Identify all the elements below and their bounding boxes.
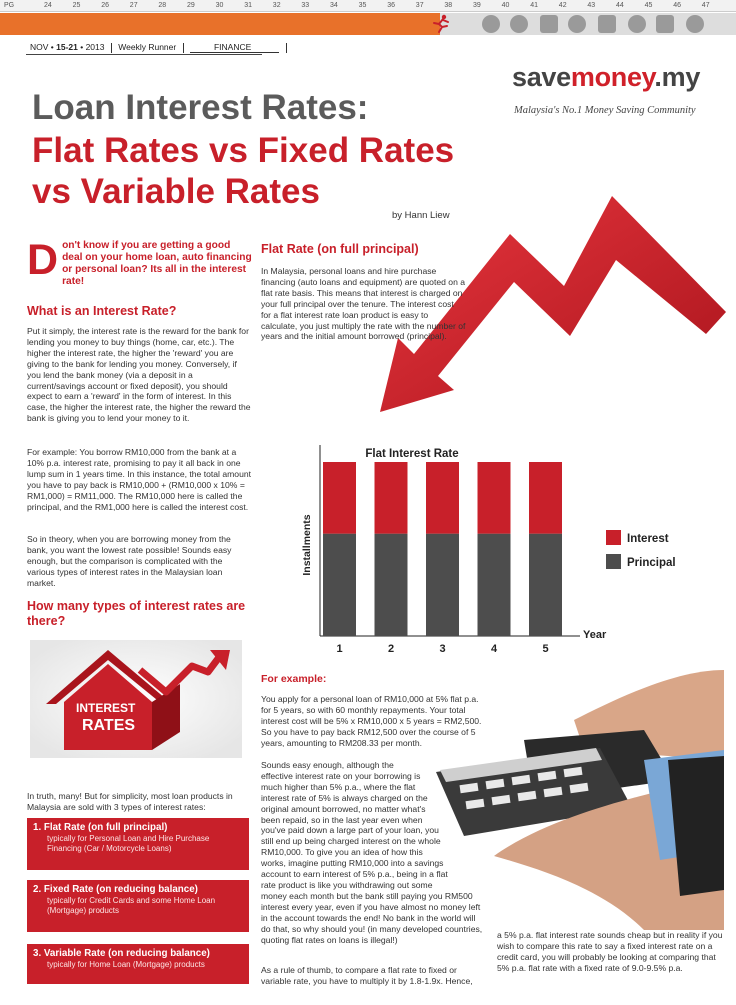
page-number: 45 [644,2,653,9]
legend-swatch-interest [606,530,621,545]
rate-type-title: 3. Variable Rate (on reducing balance) [33,948,210,959]
bar-principal-year-4 [478,534,511,636]
issue-year: 2013 [85,42,105,52]
types-heading: How many types of interest rates are there? [27,599,246,628]
bar-principal-year-5 [529,534,562,636]
page-number: 29 [187,2,195,9]
rate-type-title: 1. Flat Rate (on full principal) [33,822,168,833]
tag-icon [510,15,528,33]
rate-type-title: 2. Fixed Rate (on reducing balance) [33,884,198,895]
flat-heading: Flat Rate (on full principal) [261,242,419,256]
legend-swatch-principal [606,554,621,569]
example-heading: For example: [261,673,327,685]
rate-type-desc: typically for Personal Loan and Hire Purchase Financing (Car / Motorcycle Loans) [47,834,210,853]
page-number: 37 [415,2,424,9]
page-number: 39 [473,2,481,9]
chart-x-axis-label: Year [583,629,607,641]
bar-interest-year-2 [375,462,408,534]
chart-title: Flat Interest Rate [365,448,459,460]
headline-line-2: Flat Rates vs Fixed Rates [32,131,455,170]
headline-line-3: vs Variable Rates [32,172,320,211]
what-paragraph-2: For example: You borrow RM10,000 from the bank at a 10% p.a. interest rate, promising to pay it all back in one lump sum in 1 years time. In this instance, the total amount you have to pay back is RM10,000 + (RM10,000 x 10% = RM1,000) = RM11,000. The RM10,000 here is called the principal, and the RM1,000 here is called the interest cost. [27,447,252,512]
page-number: 33 [301,2,310,9]
x-tick-label: 2 [387,643,395,655]
fuel-icon [598,15,616,33]
house-graphic [30,640,242,758]
page-number: 41 [530,2,538,9]
rate-type-desc: typically for Credit Cards and some Home Loan (Mortgage) products [47,896,216,915]
x-tick-label: 4 [490,643,498,655]
drop-cap: D [27,236,59,284]
rate-type-desc: typically for Home Loan (Mortgage) products [47,960,205,969]
page-number: 47 [701,2,710,9]
x-tick-label: 1 [336,643,343,655]
page-strip [0,0,736,40]
bar-interest-year-4 [478,462,511,534]
x-tick-label: 5 [542,643,549,655]
legend-label-interest: Interest [627,533,669,545]
page-number: 43 [587,2,596,9]
rate-type-box-3 [27,944,249,984]
x-tick-label: 3 [439,643,446,655]
section-color-bar [0,13,440,35]
example-paragraph-2: Sounds easy enough, although the effective interest rate on your borrowing is much higher than 5% p.a., where the flat interest rate of 5% is always charged on the original amount borrowed, no matter what's been repaid, so in the last year even when you've paid down a large part of your loan, you still end up being charged interest on the whole RM10,000. To give you an idea of how this works, imagine putting RM10,000 into a savings account to earn interest of 5% p.a., being in a flat rate product is like you withdrawing out some money each month but the bank still paying you RM500 interest every year, even if you have almost no money left in the account towards the end! No bank in the world will do that, so why should you! (in many developed countries, quoting flat rates on loans is illegal!) [261,760,483,945]
runner-icon [430,14,452,34]
page-number: 24 [44,2,52,9]
bar-principal-year-3 [426,534,459,636]
issue-divider [26,54,262,55]
example-paragraph-4: a 5% p.a. flat interest rate sounds cheap but in reality if you wish to compare this rate to say a fixed interest rate on a credit card, you will probably be looking at comparing that 5% p.a. flat rate with a fixed rate of 9.0-9.5% p.a. [497,930,723,973]
truck-icon [656,15,674,33]
page-number: 32 [272,2,281,9]
byline: by Hann Liew [392,210,450,221]
site-tagline: Malaysia's No.1 Money Saving Community [514,105,696,116]
section-name: FINANCE [190,42,279,53]
legend-label-principal: Principal [627,557,676,569]
page-number: 38 [444,2,453,9]
paper-name: Weekly Runner [118,42,177,52]
types-paragraph: In truth, many! But for simplicity, most loan products in Malaysia are sold with 3 types of interest rates: [27,791,233,812]
finance-icon [482,15,500,33]
page-number: 35 [358,2,367,9]
example-paragraph-3: As a rule of thumb, to compare a flat rate to fixed or variable rate, you have to multiply it by 1.8-1.9x. Hence, [261,965,473,986]
house-label-rates: RATES [82,717,136,734]
bar-principal-year-2 [375,534,408,636]
bar-interest-year-1 [323,462,356,534]
page-label: PG [4,2,15,9]
page-number: 28 [158,2,167,9]
flat-interest-chart [290,440,690,660]
home-icon [628,15,646,33]
intro-paragraph: Don't know if you are getting a good deal on your home loan, auto financing or personal loan? Its all in the interest rate! [27,236,252,287]
globe-icon [686,15,704,33]
what-paragraph-3: So in theory, when you are borrowing money from the bank, you want the lowest rate possible! Sounds easy enough, but the comparison is complicated with the various types of interest rates in the Malaysian loan market. [27,534,232,588]
issue-line: NOV • 15-21 • 2013 Weekly Runner FINANCE [30,42,291,53]
bar-interest-year-5 [529,462,562,534]
phone-icon [540,15,558,33]
example-paragraph-1: You apply for a personal loan of RM10,000 at 5% flat p.a. for 5 years, so with 60 monthly repayments. Your total interest cost will be 5% x RM10,000 x 5 years = RM2,500. So you have to pay back RM12,500 over the course of 5 years, amounting to RM208.33 per month. [261,694,482,748]
page-number: 36 [387,2,395,9]
site-logo: savemoney.my [512,62,701,92]
flat-paragraph: In Malaysia, personal loans and hire purchase financing (auto loans and equipment) are quoted on a flat rate basis. This means that interest is charged on your full principal over the tenure. The interest cost for a flat interest rate loan product is easy to calculate, you just multiply the rate with the number of years and the initial amount borrowed (principal). [261,266,466,342]
house-label-interest: INTEREST [76,701,136,715]
page-number: 25 [72,2,81,9]
rate-type-box-2 [27,880,249,932]
chart-y-axis-label: Installments [301,514,313,576]
issue-days: 15-21 [56,42,78,52]
rate-type-box-1 [27,818,249,870]
page-number: 40 [501,2,510,9]
cart-icon [568,15,586,33]
page-number: 30 [215,2,224,9]
page-number: 26 [101,2,109,9]
page-number: 27 [129,2,138,9]
what-paragraph-1: Put it simply, the interest rate is the reward for the bank for lending you money to buy things (home, car, etc.). The higher the interest rate, the higher the 'reward' you are giving to the bank for lending you money. Conversely, if you lend the bank money (via a deposit in a current/savings account or fixed deposit), you should expect to earn a 'reward' in the form of interest. In this case, the higher the interest rate, the higher the reward the bank is giving you to lend your money to it. [27,326,251,424]
page-number-ruler [0,0,736,12]
page-number: 34 [330,2,338,9]
headline-line-1: Loan Interest Rates: [32,88,369,127]
what-heading: What is an Interest Rate? [27,304,177,318]
page-number: 46 [673,2,681,9]
page-number: 31 [244,2,252,9]
issue-month: NOV [30,42,49,52]
page-number: 44 [616,2,624,9]
bar-interest-year-3 [426,462,459,534]
bar-principal-year-1 [323,534,356,636]
page-number: 42 [558,2,567,9]
